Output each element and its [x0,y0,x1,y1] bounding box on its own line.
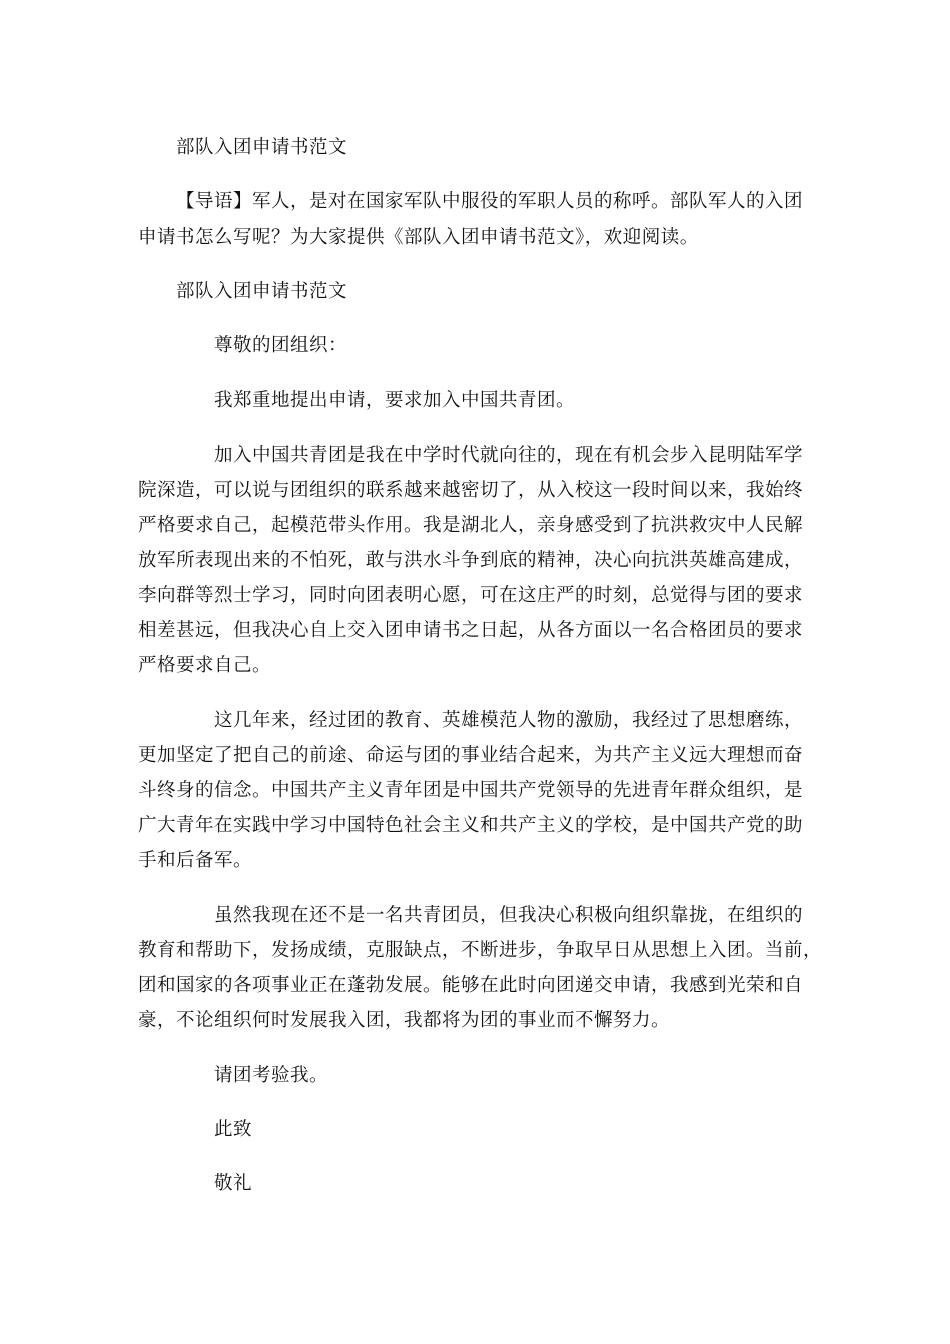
paragraph-3-line-1: 这几年来，经过团的教育、英雄模范人物的激励，我经过了思想磨练， [214,710,804,731]
paragraph-3-line-2: 更加坚定了把自己的前途、命运与团的事业结合起来，为共产主义远大理想而奋 [138,745,804,766]
section-subtitle: 部队入团申请书范文 [176,281,348,302]
paragraph-4-line-4: 豪，不论组织何时发展我入团，我都将为团的事业而不懈努力。 [138,1010,671,1031]
intro-line-2: 申请书怎么写呢？为大家提供《部队入团申请书范文》，欢迎阅读。 [138,227,699,248]
paragraph-4-line-1: 虽然我现在还不是一名共青团员，但我决心积极向组织靠拢，在组织的 [214,905,804,926]
paragraph-3-line-3: 斗终身的信念。中国共产主义青年团是中国共产党领导的先进青年群众组织，是 [138,780,804,801]
paragraph-3-line-5: 手和后备军。 [138,850,253,871]
paragraph-4-line-3: 团和国家的各项事业正在蓬勃发展。能够在此时向团递交申请，我感到光荣和自 [138,975,804,996]
closing-request: 请团考验我。 [214,1065,329,1086]
paragraph-2-line-1: 加入中国共青团是我在中学时代就向往的，现在有机会步入昆明陆军学 [214,445,804,466]
paragraph-2-line-4: 放军所表现出来的不怕死，敢与洪水斗争到底的精神，决心向抗洪英雄高建成， [138,550,804,571]
paragraph-2-line-6: 相差甚远，但我决心自上交入团申请书之日起，从各方面以一名合格团员的要求 [138,620,804,641]
closing-jingli: 敬礼 [214,1173,253,1194]
salutation: 尊敬的团组织： [214,335,348,356]
document-title: 部队入团申请书范文 [176,137,348,158]
paragraph-2-line-2: 院深造，可以说与团组织的联系越来越密切了，从入校这一段时间以来，我始终 [138,480,804,501]
closing-cizhi: 此致 [214,1119,253,1140]
intro-line-1: 【导语】军人，是对在国家军队中服役的军职人员的称呼。部队军人的入团 [176,191,804,212]
paragraph-2-line-5: 李向群等烈士学习，同时向团表明心愿，可在这庄严的时刻，总觉得与团的要求 [138,585,804,606]
paragraph-3-line-4: 广大青年在实践中学习中国特色社会主义和共产主义的学校，是中国共产党的助 [138,815,804,836]
paragraph-1: 我郑重地提出申请，要求加入中国共青团。 [214,390,576,411]
paragraph-4-line-2: 教育和帮助下，发扬成绩，克服缺点，不断进步，争取早日从思想上入团。当前， [138,940,823,961]
paragraph-2-line-7: 严格要求自己。 [138,655,272,676]
paragraph-2-line-3: 严格要求自己，起模范带头作用。我是湖北人，亲身感受到了抗洪救灾中人民解 [138,515,804,536]
